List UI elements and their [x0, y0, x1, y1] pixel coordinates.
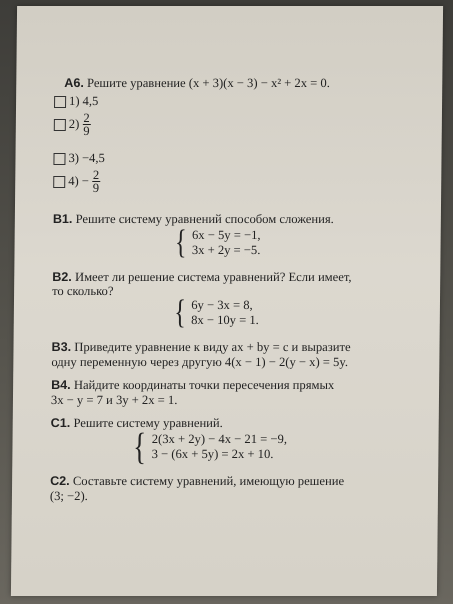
fraction-numerator: 2 — [92, 168, 100, 182]
task-b4 — [51, 378, 334, 393]
fraction-denominator: 9 — [92, 181, 100, 195]
task-a6-id: А6. — [64, 76, 84, 90]
task-c2 — [50, 474, 344, 489]
option-2-num: 2) — [68, 117, 80, 131]
task-b1 — [53, 212, 334, 227]
task-b3 — [51, 340, 350, 355]
task-b4-line1: Найдите координаты точки пересечения прямых — [73, 378, 335, 392]
option-4[interactable] — [53, 169, 100, 194]
task-b4-line2: 3x − y = 7 и 3y + 2x = 1. — [50, 393, 178, 407]
option-1-value: 4,5 — [82, 94, 99, 108]
fraction-denominator: 9 — [83, 124, 90, 138]
brace: { — [174, 224, 187, 261]
fraction — [82, 112, 91, 137]
task-b2-line2: то сколько? — [52, 284, 114, 298]
option-2[interactable] — [54, 112, 91, 137]
equation: 6y − 3x = 8, — [191, 298, 253, 312]
option-4-num: 4) — [68, 174, 79, 188]
task-b3-line1: Приведите уравнение к виду ax + by = c и выразите — [74, 340, 351, 354]
checkbox[interactable] — [54, 96, 66, 108]
equation: 3x + 2y = −5. — [191, 243, 261, 257]
option-3[interactable] — [53, 151, 105, 166]
task-c2-line2: (3; −2). — [49, 489, 88, 503]
system-b1 — [172, 224, 261, 261]
equation: 3 − (6x + 5y) = 2x + 10. — [151, 447, 274, 461]
system-c1 — [130, 426, 288, 468]
equation: 2(3x + 2y) − 4x − 21 = −9, — [151, 432, 288, 446]
task-c1-id: С1. — [50, 416, 71, 430]
task-b2-line1: Имеет ли решение система уравнений? Если имеет, — [74, 270, 352, 284]
task-b3-line2: одну переменную через другую 4(x − 1) − 2(y − x) = 5y. — [51, 355, 349, 369]
brace: { — [174, 294, 186, 331]
option-1-num: 1) — [69, 94, 80, 108]
checkbox[interactable] — [54, 119, 66, 131]
fraction — [92, 169, 101, 194]
task-c2-line1: Составьте систему уравнений, имеющую решение — [72, 474, 345, 488]
option-3-value: −4,5 — [81, 151, 105, 165]
book-page — [11, 6, 443, 596]
task-b1-text: Решите систему уравнений способом сложения. — [75, 212, 334, 226]
task-a6-text: Решите уравнение (x + 3)(x − 3) − x² + 2x = 0. — [86, 76, 330, 90]
fraction-numerator: 2 — [83, 111, 90, 125]
task-c2-id: С2. — [50, 474, 70, 488]
task-b3-id: В3. — [51, 340, 72, 354]
option-3-num: 3) — [68, 151, 80, 165]
equation: 8x − 10y = 1. — [191, 313, 259, 327]
brace: { — [132, 426, 147, 468]
option-1[interactable] — [54, 94, 98, 109]
checkbox[interactable] — [53, 176, 65, 188]
equation: 6x − 5y = −1, — [191, 228, 261, 242]
task-b2 — [52, 270, 351, 285]
option-4-sign: − — [81, 174, 89, 188]
task-b4-id: В4. — [51, 378, 71, 392]
task-c1-text: Решите систему уравнений. — [73, 416, 223, 430]
system-b2 — [172, 294, 259, 331]
checkbox[interactable] — [53, 153, 65, 165]
task-b2-id: В2. — [52, 270, 72, 284]
task-b1-id: В1. — [52, 212, 73, 226]
task-a6 — [64, 76, 330, 91]
